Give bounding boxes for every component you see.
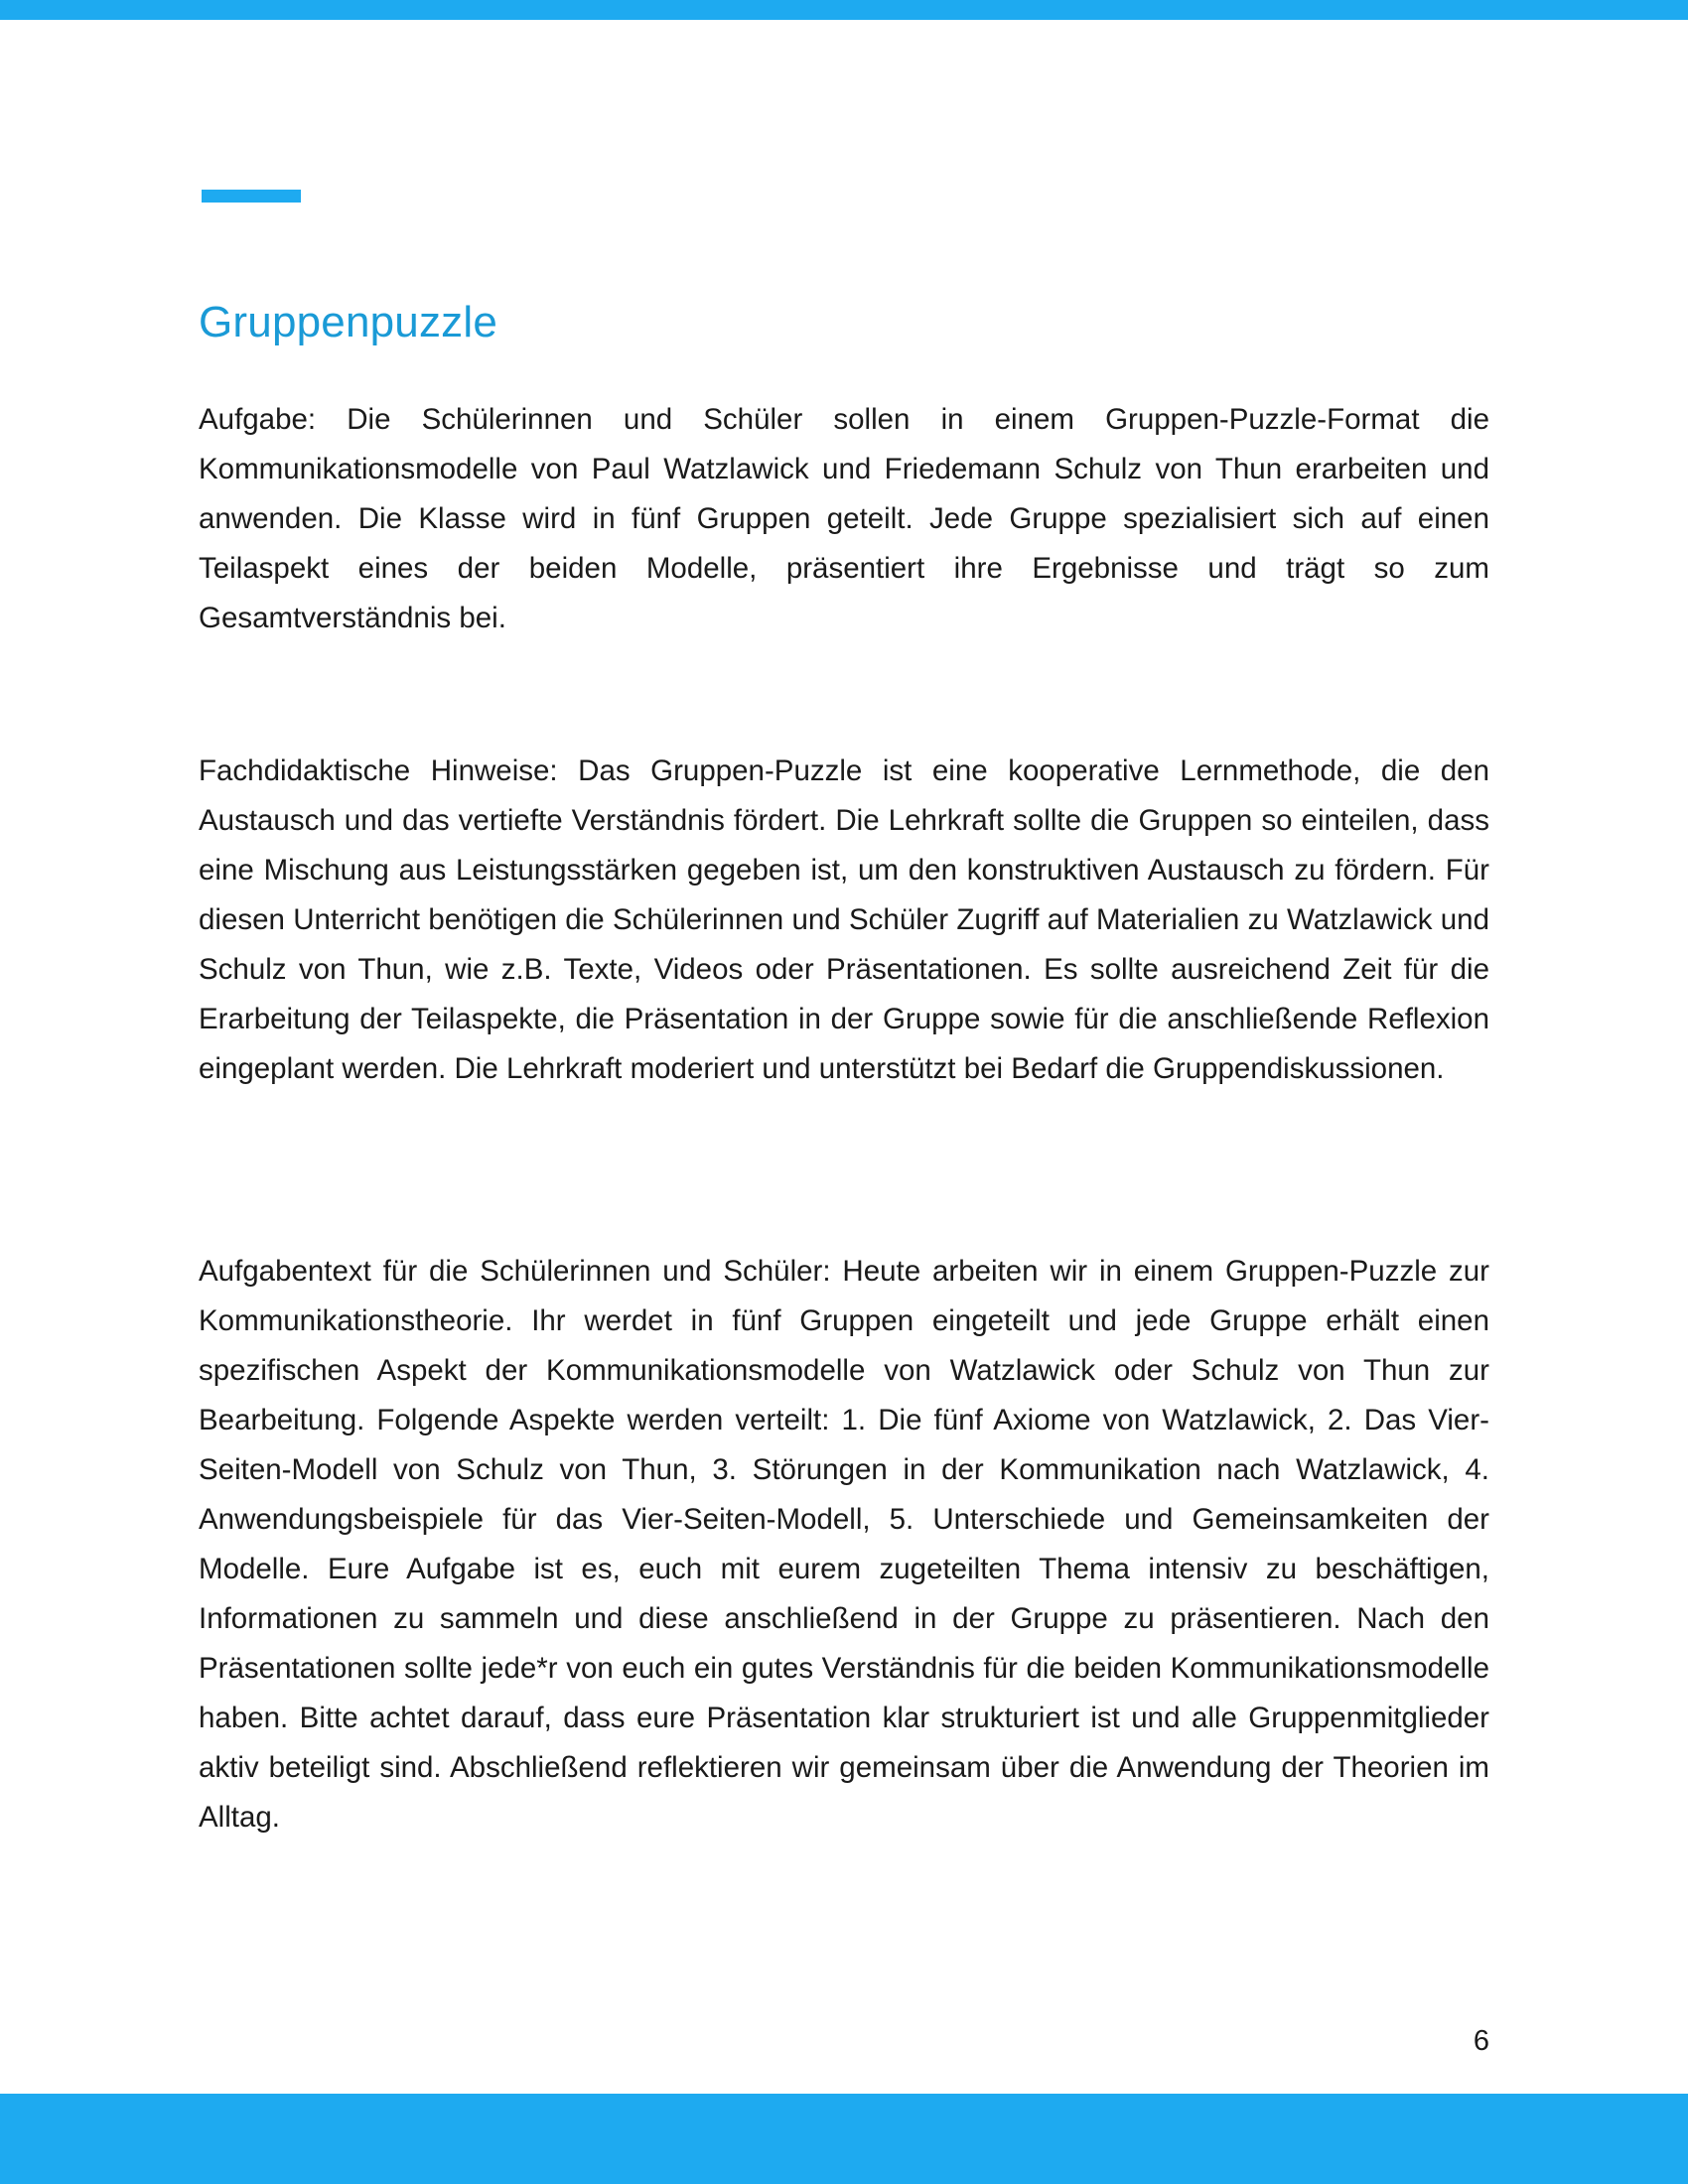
- page-number: 6: [1473, 2025, 1489, 2057]
- paragraph-aufgabe: Aufgabe: Die Schülerinnen und Schüler sollen in einem Gruppen-Puzzle-Format die Kommunikationsmodelle von Paul Watzlawick und Friedemann Schulz von Thun erarbeiten und anwenden. Die Klasse wird in fünf Gruppen geteilt. Jede Gruppe spezialisiert sich auf einen Teilaspekt eines der beiden Modelle, präsentiert ihre Ergebnisse und trägt so zum Gesamtverständnis bei.: [199, 403, 1489, 634]
- top-accent-bar: [0, 0, 1688, 20]
- paragraph-fachdidaktische-hinweise: Fachdidaktische Hinweise: Das Gruppen-Puzzle ist eine kooperative Lernmethode, die den Austausch und das vertiefte Verständnis fördert. Die Lehrkraft sollte die Gruppen so einteilen, dass eine Mischung aus Leistungsstärken gegeben ist, um den konstruktiven Austausch zu fördern. Für diesen Unterricht benötigen die Schülerinnen und Schüler Zugriff auf Materialien zu Watzlawick und Schulz von Thun, wie z.B. Texte, Videos oder Präsentationen. Es sollte ausreichend Zeit für die Erarbeitung der Teilaspekte, die Präsentation in der Gruppe sowie für die anschließende Reflexion eingeplant werden. Die Lehrkraft moderiert und unterstützt bei Bedarf die Gruppendiskussionen.: [199, 754, 1489, 1085]
- paragraph-aufgabentext: Aufgabentext für die Schülerinnen und Schüler: Heute arbeiten wir in einem Gruppen-Puzzle zur Kommunikationstheorie. Ihr werdet in fünf Gruppen eingeteilt und jede Gruppe erhält einen spezifischen Aspekt der Kommunikationsmodelle von Watzlawick oder Schulz von Thun zur Bearbeitung. Folgende Aspekte werden verteilt: 1. Die fünf Axiome von Watzlawick, 2. Das Vier-Seiten-Modell von Schulz von Thun, 3. Störungen in der Kommunikation nach Watzlawick, 4. Anwendungsbeispiele für das Vier-Seiten-Modell, 5. Unterschiede und Gemeinsamkeiten der Modelle. Eure Aufgabe ist es, euch mit eurem zugeteilten Thema intensiv zu beschäftigen, Informationen zu sammeln und diese anschließend in der Gruppe zu präsentieren. Nach den Präsentationen sollte jede*r von euch ein gutes Verständnis für die beiden Kommunikationsmodelle haben. Bitte achtet darauf, dass eure Präsentation klar strukturiert ist und alle Gruppenmitglieder aktiv beteiligt sind. Abschließend reflektieren wir gemeinsam über die Anwendung der Theorien im Alltag.: [199, 1255, 1489, 1834]
- page-title: Gruppenpuzzle: [199, 298, 498, 346]
- bottom-accent-bar: [0, 2094, 1688, 2184]
- title-accent-dash: [202, 190, 301, 203]
